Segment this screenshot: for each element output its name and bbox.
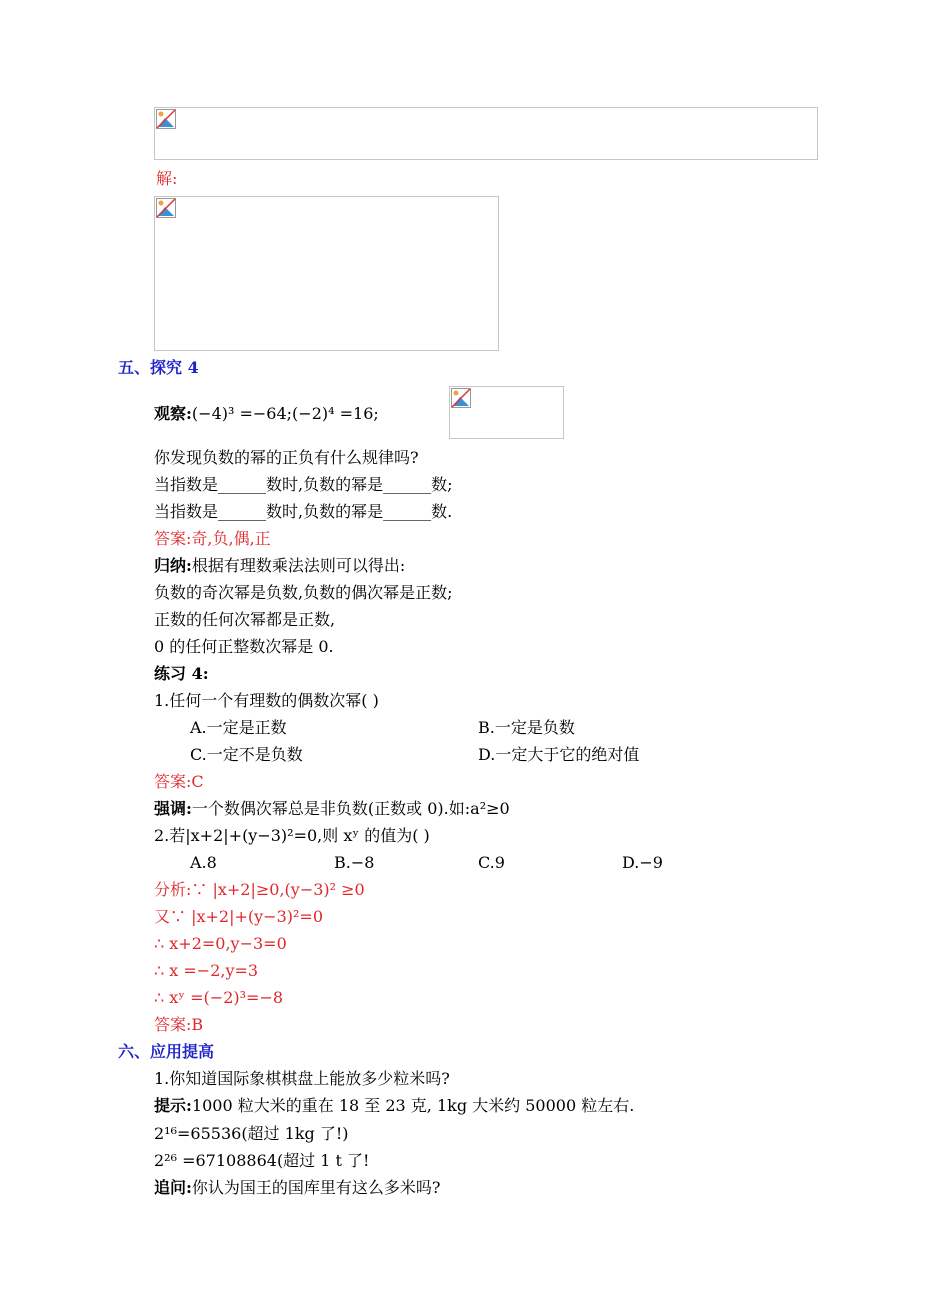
question-text: 你发现负数的幂的正负有什么规律吗? xyxy=(154,448,419,467)
analysis-line-4: ∴ x =−2,y=3 xyxy=(154,961,259,980)
answer-1: 答案:奇,负,偶,正 xyxy=(154,529,271,548)
blank-line-1: 当指数是______数时,负数的幂是______数; xyxy=(154,475,453,494)
q1-option-a: A.一定是正数 xyxy=(190,718,287,737)
observe-expr: (−4)³ =−64;(−2)⁴ =16; xyxy=(191,404,379,423)
broken-image-icon xyxy=(451,388,471,408)
q1-option-d: D.一定大于它的绝对值 xyxy=(478,745,640,764)
broken-image-icon xyxy=(156,198,176,218)
practice-label: 练习 4: xyxy=(154,664,209,683)
q1-option-b: B.一定是负数 xyxy=(478,718,575,737)
q1-option-c: C.一定不是负数 xyxy=(190,745,303,764)
emphasis-label: 强调: xyxy=(154,799,192,818)
follow-label: 追问: xyxy=(154,1178,192,1197)
q2-option-a: A.8 xyxy=(190,853,217,872)
image-placeholder-1 xyxy=(154,107,818,160)
hint-label: 提示: xyxy=(154,1096,192,1115)
blank-line-2: 当指数是______数时,负数的幂是______数. xyxy=(154,502,453,521)
observe-label: 观察: xyxy=(154,404,192,423)
emphasis-text: 一个数偶次幂总是非负数(正数或 0).如:a²≥0 xyxy=(191,799,510,818)
calc-line-1: 2¹⁶=65536(超过 1kg 了!) xyxy=(154,1124,349,1143)
q2-option-d: D.−9 xyxy=(622,853,663,872)
section6-q1: 1.你知道国际象棋棋盘上能放多少粒米吗? xyxy=(154,1069,450,1088)
q2-answer: 答案:B xyxy=(154,1015,204,1034)
calc-line-2: 2²⁶ =67108864(超过 1 t 了! xyxy=(154,1151,370,1170)
summary-line xyxy=(154,556,405,576)
practice-q1: 1.任何一个有理数的偶数次幂( ) xyxy=(154,691,379,710)
hint-text: 1000 粒大米的重在 18 至 23 克, 1kg 大米约 50000 粒左右. xyxy=(191,1096,635,1115)
analysis-line-3: ∴ x+2=0,y−3=0 xyxy=(154,934,287,953)
image-placeholder-3 xyxy=(449,386,564,439)
summary-label: 归纳: xyxy=(154,556,192,575)
follow-line xyxy=(154,1178,441,1198)
summary-text: 根据有理数乘法法则可以得出: xyxy=(191,556,406,575)
image-placeholder-2 xyxy=(154,196,499,351)
broken-image-icon xyxy=(156,109,176,129)
analysis-line-1: 分析:∵ |x+2|≥0,(y−3)² ≥0 xyxy=(154,880,365,899)
section6-heading: 六、应用提高 xyxy=(118,1042,215,1061)
rule-1: 负数的奇次幂是负数,负数的偶次幂是正数; xyxy=(154,583,453,602)
follow-text: 你认为国王的国库里有这么多米吗? xyxy=(191,1178,441,1197)
emphasis-line xyxy=(154,799,510,819)
q2-option-b: B.−8 xyxy=(334,853,375,872)
rule-3: 0 的任何正整数次幂是 0. xyxy=(154,637,334,656)
analysis-line-2: 又∵ |x+2|+(y−3)²=0 xyxy=(154,907,323,926)
practice-q2: 2.若|x+2|+(y−3)²=0,则 xʸ 的值为( ) xyxy=(154,826,430,845)
observe-line xyxy=(154,404,379,424)
analysis-line-5: ∴ xʸ =(−2)³=−8 xyxy=(154,988,284,1007)
rule-2: 正数的任何次幂都是正数, xyxy=(154,610,336,629)
section5-heading: 五、探究 4 xyxy=(118,358,199,377)
q2-option-c: C.9 xyxy=(478,853,505,872)
hint-line xyxy=(154,1096,634,1116)
q1-answer: 答案:C xyxy=(154,772,204,791)
solution-label: 解: xyxy=(156,169,178,188)
